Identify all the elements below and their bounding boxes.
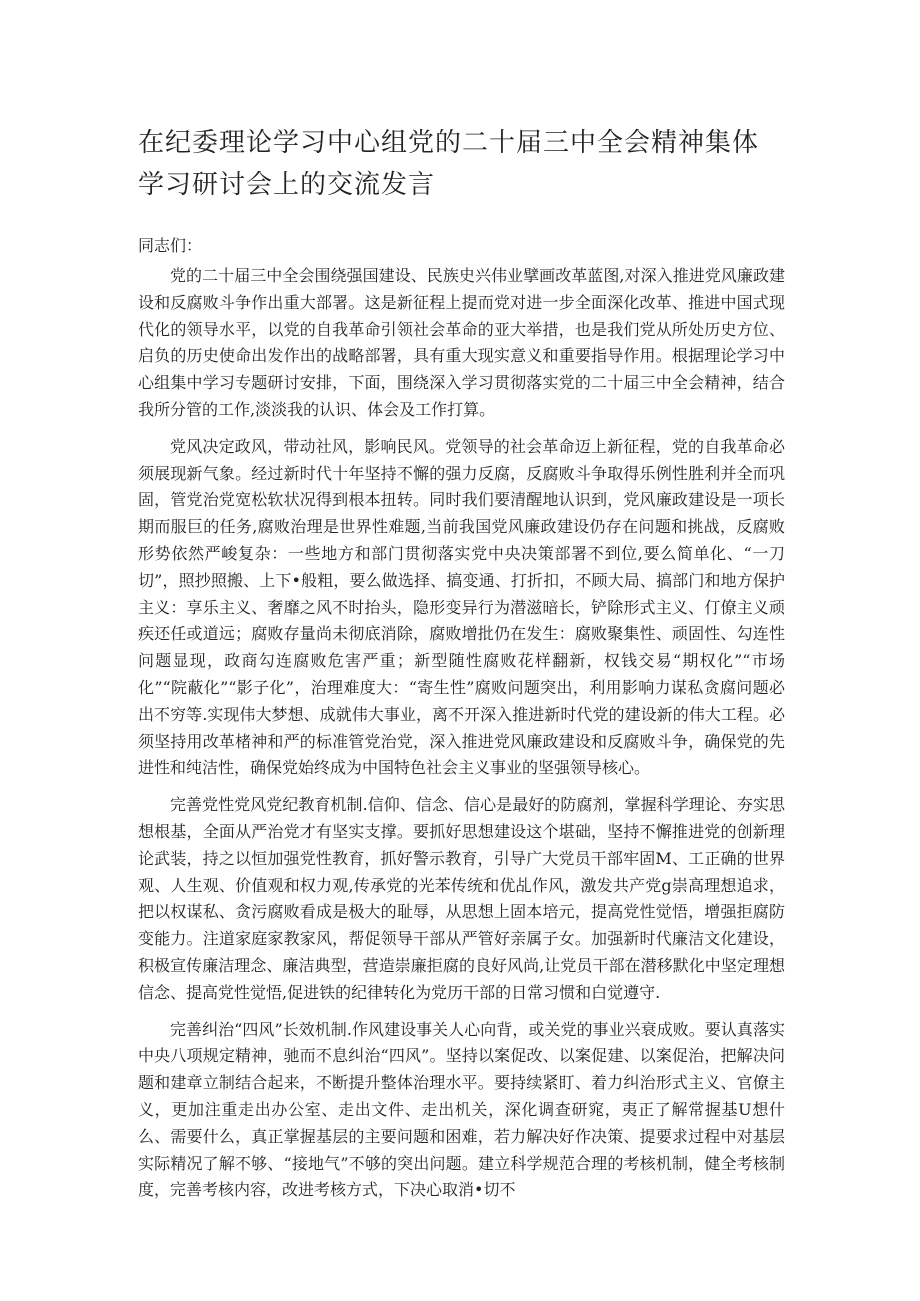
paragraph-3: 完善党性党风党纪教育机制.信仰、信念、信心是最好的防腐剂，掌握科学理论、夯实思想根基，全面从严治党才有坚实支撑。要抓好思想建设这个堪础，坚持不懈推进党的创新理论武装，持之以恒加强党性教育，抓好警示教育，引导广大党员干部牢固M、工正确的世界观、人生观、价值观和权力观,传承党的光苯传统和优乩作风，激发共产党g崇高理想追求，把以权谋私、贪污腐败看成是极大的耻辱，从思想上固本培元，提高党性觉悟，增强拒腐防变能力。注道家庭家教家风，帮促领导干部从严管好亲属子女。加强新时代廉洁文化建设，积极宣传廉洁理念、廉洁典型，营造崇廉拒腐的良好风尚,让党员干部在潜移默化中坚定理想信念、提高党性觉悟,促进铁的纪律转化为党历干部的日常习惯和白觉遵守. (138, 795, 785, 1002)
title-line-1: 在纪委理论学习中心组党的二十届三中全会精神集体 (138, 128, 760, 158)
paragraph-2: 党风决定政风，带动社风，影响民风。党领导的社会革命迈上新征程，党的自我革命必须展现新气象。经过新时代十年坚持不懈的强力反腐，反腐败斗争取得乐例性胜利并全而巩固，管党治党宽松软状况得到根本扭转。同时我们要清醒地认识到，党风廉政建设是一项长期而服巨的任务,腐败治理是世界性难题,当前我国党风廉政建设仍存在问题和挑战，反腐败形势依然严峻复杂：一些地方和部门贯彻落实党中央决策部署不到位,要么简单化、“一刀切”，照抄照搬、上下•般粗，要么做选择、搞变通、打折扣，不顾大局、搞部门和地方保护主义：享乐主义、奢靡之风不时抬头，隐形变异行为潜滋暗长，铲除形式主义、仃僚主义顽疾还任或道远；腐败存量尚未彻底消除，腐败增批仍在发生：腐败聚集性、顽固性、勾连性问题显现，政商勾连腐败危害严重；新型随性腐败花样翻新，权钱交易“期权化”“市场化”“院蔽化”“影子化”，治理难度大：“寄生性”腐败问题突出，利用影响力谋私贪腐问题必出不穷等.实现伟大梦想、成就伟大事业，离不开深入推进新时代党的建设新的伟大工程。必须坚持用改革楮神和严的标准管党治党，深入推进党风廉政建设和反腐败斗争，确保党的先进性和纯洁性，确保党始终成为中国特色社会主义事业的坚强领导核心。 (138, 436, 785, 778)
salutation: 同志们： (138, 236, 203, 255)
paragraph-1: 党的二十届三中全会围绕强国建设、民族史兴伟业擘画改革蓝图,对深入推进党风廉政建设和反腐败斗争作出重大部署。这是新征程上提而党对进一步全面深化改革、推进中国式现代化的领导水平，以党的自我革命引领社会革命的亚大举措，也是我们党从所处历史方位、启负的历史使命出发作出的战略部署，具有重大现实意义和重要指导作用。根据理论学习中心组集中学习专题研讨安排，下面，围绕深入学习贯彻落实党的二十届三中全会精神，结合我所分管的工作,淡淡我的认识、体会及工作打算。 (138, 266, 785, 419)
document-body (138, 263, 785, 1214)
paragraph-4: 完善纠治“四风”长效机制.作风建设事关人心向背，或关党的事业兴衰成败。要认真落实中央八项规定精神，驰而不息纠治“四风”。坚持以案促改、以案促建、以案促治，把解决问题和建章立制结合起来，不断提升整体治理水平。要持续紧盯、着力纠治形式主义、官僚主义，更加注重走出办公室、走出文件、走出机关，深化调查研窕，夷正了解常握基U想什么、需要什么，真正掌握基层的主要问题和困难，若力解决好作决策、提要求过程中对基层实际精况了解不够、“接地气”不够的突出问题。建立科学规范合理的考核机制，健全考核制度，完善考核内容，改进考核方式，下决心取消•切不 (138, 1019, 785, 1200)
title-line-2: 学习研讨会上的交流发言 (138, 170, 436, 200)
document-title (138, 122, 798, 206)
